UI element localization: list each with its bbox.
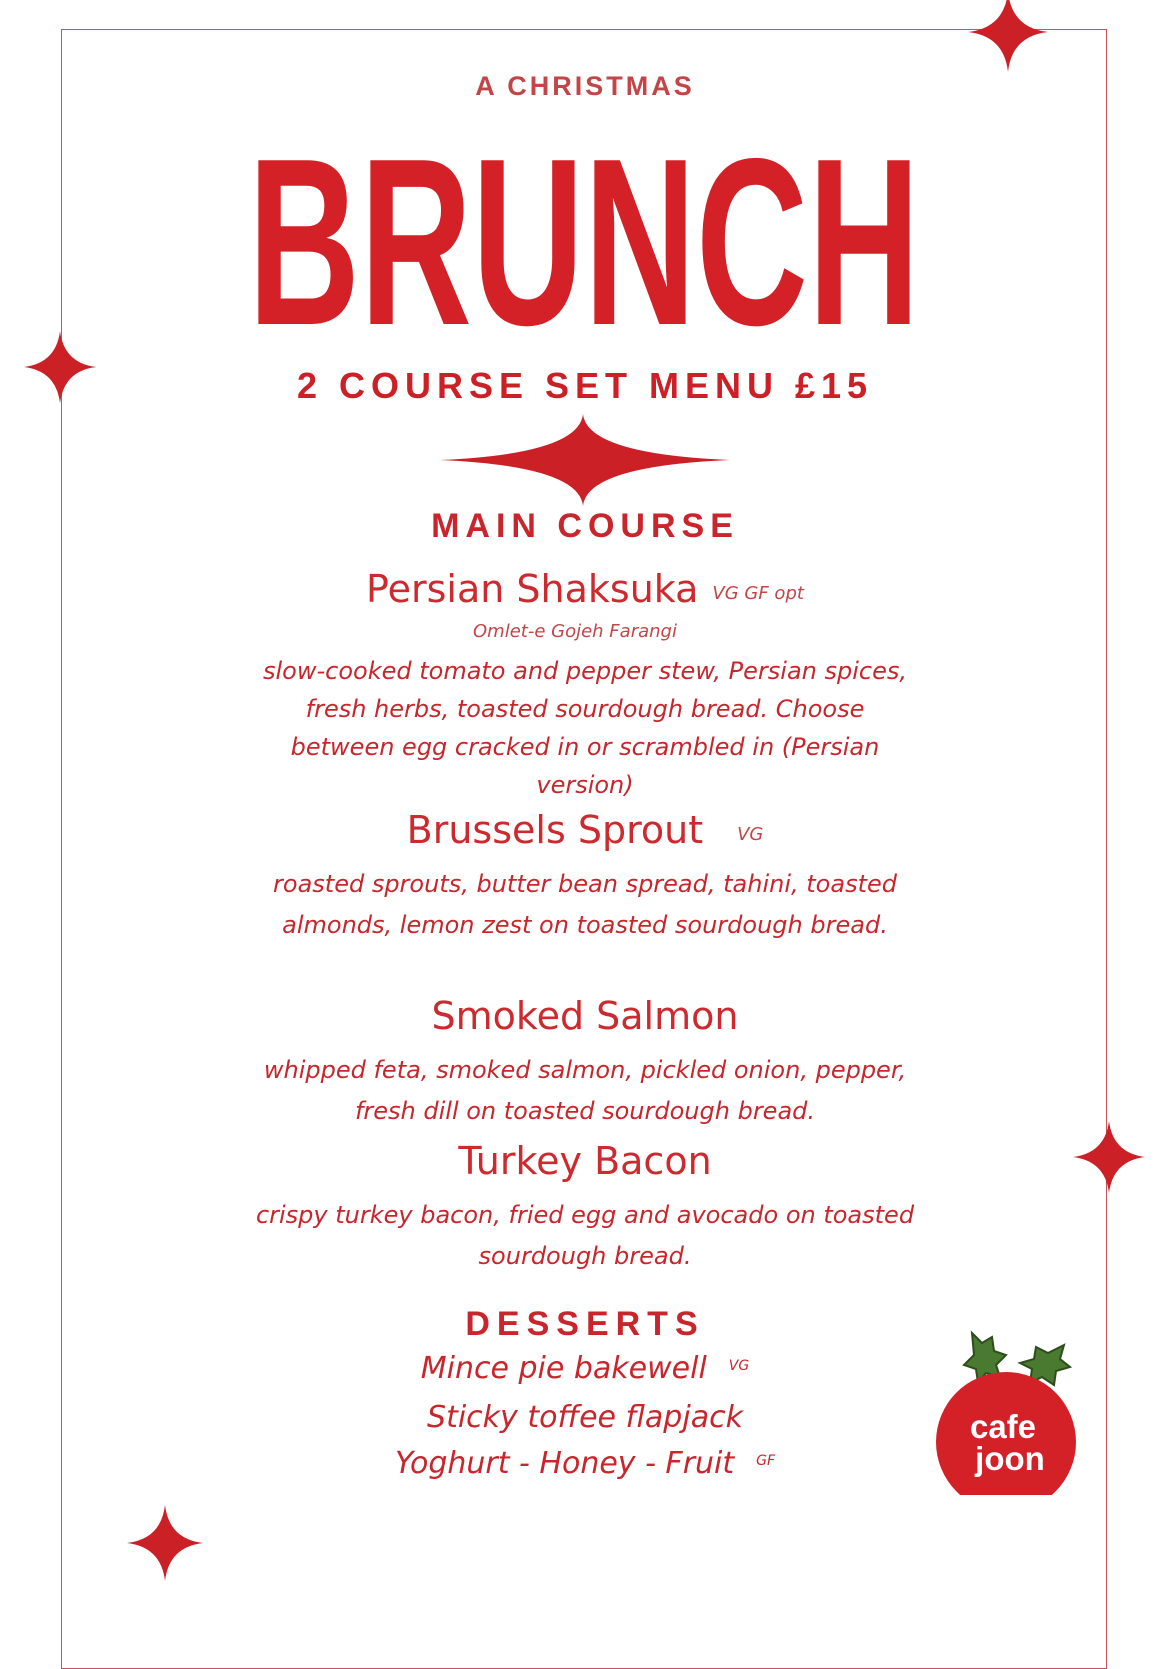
dish-description: roasted sprouts, butter bean spread, tahini, toasted almonds, lemon zest on toasted sourdough bread.	[273, 870, 897, 939]
dish-description: whipped feta, smoked salmon, pickled onion, pepper, fresh dill on toasted sourdough bread.	[263, 1056, 907, 1125]
cafe-joon-logo	[930, 1325, 1080, 1495]
divider-sparkle-icon	[440, 414, 730, 506]
title-brunch	[247, 144, 921, 334]
desserts-heading: DESSERTS	[465, 1305, 705, 1343]
dish-smoked-salmon	[0, 994, 1170, 1038]
main-course-heading: MAIN COURSE	[431, 507, 739, 545]
dish-name: Turkey Bacon	[458, 1139, 712, 1183]
dish-name: Persian Shaksuka	[366, 567, 699, 611]
dietary-tag: VG	[737, 824, 764, 845]
logo-text-line2: joon	[975, 1440, 1045, 1477]
logo-text-line1: cafe	[969, 1408, 1037, 1445]
subtitle: A CHRISTMAS	[475, 71, 695, 101]
dietary-tag: VG	[728, 1358, 750, 1374]
dish-name: Brussels Sprout	[406, 808, 704, 852]
sparkle-icon-top-right	[968, 0, 1048, 72]
dish-turkey-bacon	[0, 1139, 1170, 1183]
dish-brussels-sprout	[0, 808, 1170, 852]
dessert-name: Mince pie bakewell	[420, 1351, 707, 1386]
title-brunch-container	[247, 144, 921, 334]
sparkle-icon-bottom-left	[127, 1505, 203, 1581]
dessert-name: Yoghurt - Honey - Fruit	[394, 1446, 735, 1481]
title-brunch-text: BRUNCH	[248, 144, 920, 334]
dietary-tag: VG GF opt	[712, 583, 804, 604]
dish-description: slow-cooked tomato and pepper stew, Persian spices, fresh herbs, toasted sourdough bread. Choose between egg cracked in or scrambled in (Persian version)	[262, 657, 907, 799]
dish-alt-name: Omlet-e Gojeh Farangi	[473, 621, 677, 642]
dietary-tag: GF	[756, 1453, 776, 1469]
dish-name: Smoked Salmon	[431, 994, 739, 1038]
dessert-name: Sticky toffee flapjack	[427, 1400, 743, 1435]
set-menu-price: 2 COURSE SET MENU £15	[296, 365, 874, 406]
dish-persian-shaksuka	[0, 567, 1170, 611]
dish-description: crispy turkey bacon, fried egg and avocado on toasted sourdough bread.	[255, 1201, 915, 1270]
